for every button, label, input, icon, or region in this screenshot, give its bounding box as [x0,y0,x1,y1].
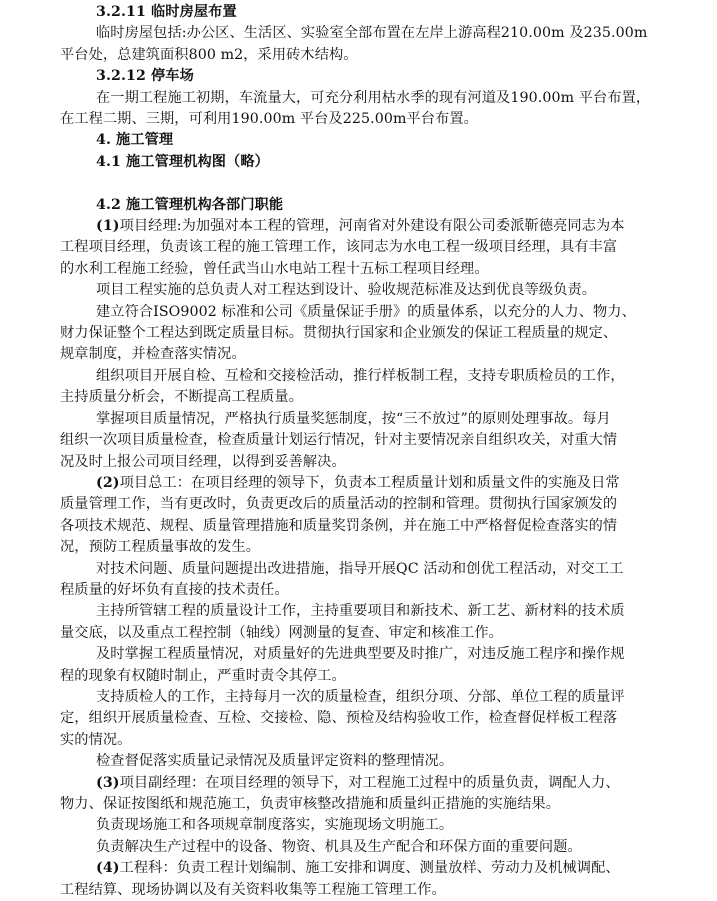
section-heading [60,152,697,173]
text-line [60,623,697,644]
item-number: (4) [96,860,120,877]
section-heading [60,130,697,151]
line-text: 及时掌握工程质量情况，对质量好的先进典型要及时推广，对违反施工程序和操作规 [96,646,625,663]
line-text: 施工管理机构图（略） [120,153,269,170]
line-text: 项目总工：在项目经理的领导下，负责本工程质量计划和质量文件的实施及日常 [119,474,620,491]
text-line [60,237,697,258]
text-line [60,794,697,815]
line-text: 工程项目经理，负责该工程的施工管理工作，该同志为水电工程一级项目经理，具有丰富 [60,239,618,256]
text-line [60,708,697,729]
line-text: 况及时上报公司项目经理，以得到妥善解决。 [60,453,346,470]
text-line [60,430,697,451]
line-text: 实的情况。 [60,731,132,748]
text-line [60,366,697,387]
line-text: 平台处，总建筑面积800 m2，采用砖木结构。 [60,46,358,63]
line-text: 临时房屋布置 [145,4,237,20]
line-text: 建立符合ISO9002 标准和公司《质量保证手册》的质量体系，以充分的人力、物力、 [96,303,636,320]
line-text: 的水利工程施工经验，曾任武当山水电站工程十五标工程项目经理。 [60,260,489,277]
text-line [60,88,697,109]
text-line [60,473,697,494]
text-line [60,452,697,473]
text-line [60,644,697,665]
line-text: 量交底，以及重点工程控制（轴线）网测量的复查、审定和核准工作。 [60,624,503,641]
text-line [60,494,697,515]
line-text: 在一期工程施工初期，车流量大，可充分利用枯水季的现有河道及190.00m 平台布置， [96,89,651,106]
line-text: 程质量的好坏负有直接的技术责任。 [60,581,289,598]
line-text: 质量管理工作，当有更改时，负责更改后的质量活动的控制和管理。贯彻执行国家颁发的 [60,496,618,513]
item-number: (3) [96,774,120,791]
line-text: 主持所管辖工程的质量设计工作，主持重要项目和新技术、新工艺、新材料的技术质 [96,603,625,620]
line-text: 负责解决生产过程中的设备、物资、机具及生产配合和环保方面的重要问题。 [96,838,582,855]
text-line [60,516,697,537]
item-number: 4.1 [96,153,121,170]
text-line [60,344,697,365]
text-line [60,323,697,344]
text-line [60,302,697,323]
line-text: 况，预防工程质量事故的发生。 [60,539,261,556]
text-line [60,815,697,836]
text-line [60,880,697,901]
line-text: 规章制度，并检查落实情况。 [60,346,246,363]
text-line [60,109,697,130]
item-number: (2) [96,474,120,491]
line-text: 工程结算、现场协调以及有关资料收集等工程施工管理工作。 [60,881,446,898]
item-number: 3.2.12 [96,68,146,85]
line-text: 在工程二期、三期，可利用190.00m 平台及225.00m平台布置。 [60,111,478,128]
line-text: 支持质检人的工作，主持每月一次的质量检查，组织分项、分部、单位工程的质量评 [96,688,625,705]
line-text: 掌握项目质量情况，严格执行质量奖惩制度，按“三不放过”的原则处理事故。每月 [96,410,611,427]
text-line [60,259,697,280]
text-line [60,858,697,879]
text-line [60,537,697,558]
text-line [60,751,697,772]
text-line [60,580,697,601]
text-line [60,666,697,687]
text-line [60,280,697,301]
line-text: 各项技术规范、规程、质量管理措施和质量奖罚条例，并在施工中严格督促检查落实的情 [60,517,618,534]
line-text: 项目副经理：在项目经理的领导下，对工程施工过程中的质量负责，调配人力、 [119,774,620,791]
line-text: 临时房屋包括:办公区、生活区、实验室全部布置在左岸上游高程210.00m 及235.00m [96,25,648,42]
line-text: 财力保证整个工程达到既定质量目标。贯彻执行国家和企业颁发的保证工程质量的规定、 [60,325,618,342]
line-text: 负责现场施工和各项规章制度落实，实施现场文明施工。 [96,817,454,834]
line-text: 组织一次项目质量检查，检查质量计划运行情况，针对主要情况亲自组织攻关，对重大情 [60,432,618,449]
line-text: 主持质量分析会，不断提高工程质量。 [60,389,303,406]
text-line [60,409,697,430]
line-text: 项目工程实施的总负责人对工程达到设计、验收规范标准及达到优良等级负责。 [96,282,597,299]
text-line [60,216,697,237]
text-line [60,773,697,794]
text-line [60,23,697,44]
item-number: (1) [96,218,120,235]
item-number: 3.2.11 [96,4,146,20]
text-line [60,687,697,708]
text-line [60,730,697,751]
line-text: 组织项目开展自检、互检和交接检活动，推行样板制工程，支持专职质检员的工作， [96,367,625,384]
line-text: 工程科：负责工程计划编制、施工安排和调度、测量放样、劳动力及机械调配、 [119,860,620,877]
item-number: 4. [96,132,112,149]
line-text: 物力、保证按图纸和规范施工，负责审核整改措施和质量纠正措施的实施结果。 [60,796,561,813]
text-line [60,387,697,408]
line-text: 施工管理机构各部门职能 [120,196,284,213]
text-line [60,45,697,66]
line-text: 定，组织开展质量检查、互检、交接检、隐、预检及结构验收工作，检查督促样板工程落 [60,710,618,727]
blank-line [60,173,697,194]
line-text: 对技术问题、质量问题提出改进措施，指导开展QC 活动和创优工程活动，对交工工 [96,560,624,577]
text-line [60,837,697,858]
line-text: 项目经理:为加强对本工程的管理，河南省对外建设有限公司委派靳德亮同志为本 [119,218,625,235]
section-heading [60,66,697,87]
line-text: 施工管理 [111,132,174,149]
section-heading [60,2,697,23]
text-line [60,601,697,622]
line-text: 停车场 [145,68,194,85]
item-number: 4.2 [96,196,121,213]
line-text: 程的现象有权随时制止，严重时责令其停工。 [60,667,346,684]
line-text: 检查督促落实质量记录情况及质量评定资料的整理情况。 [96,753,454,770]
section-heading [60,195,697,216]
text-line [60,559,697,580]
